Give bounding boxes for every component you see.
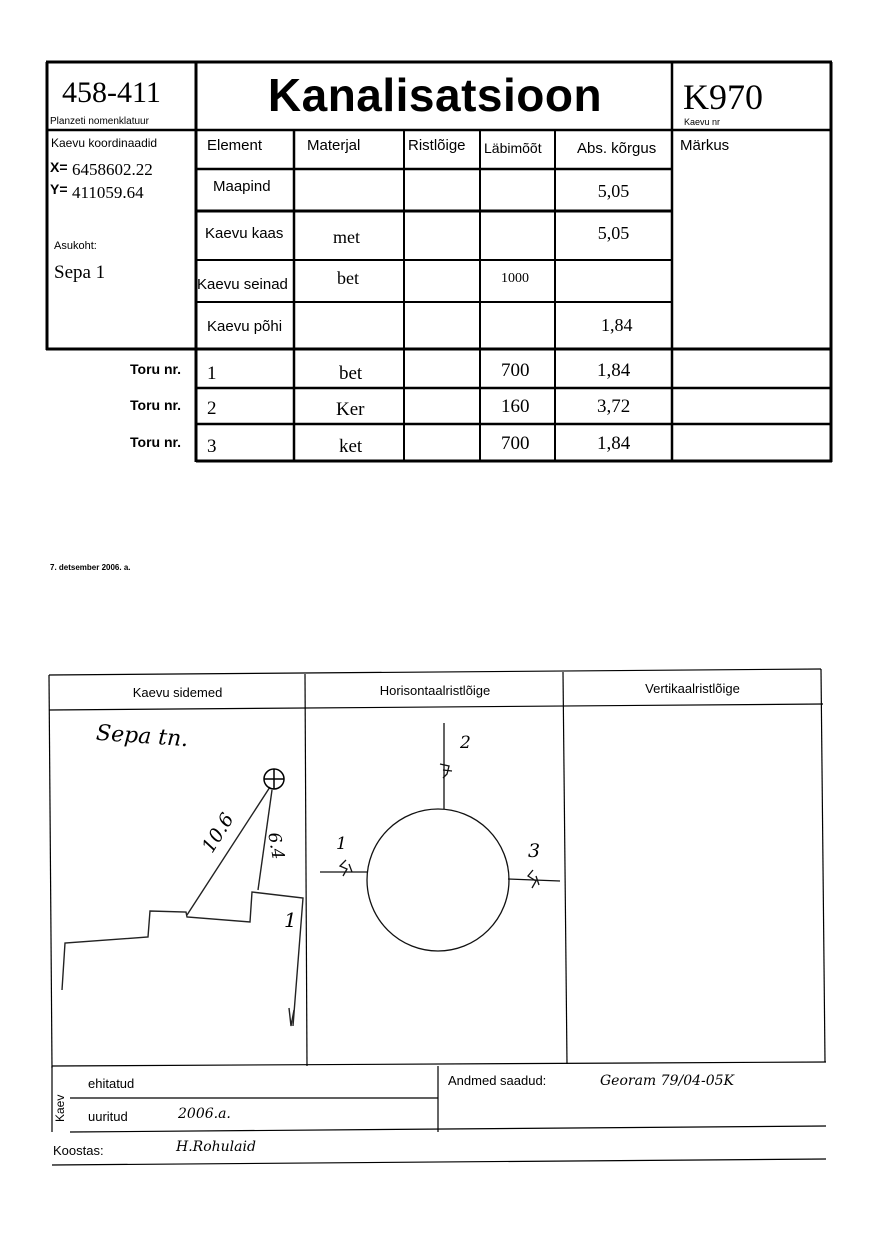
col-material: Materjal — [307, 137, 361, 154]
element-name: Kaevu kaas — [205, 225, 284, 242]
distance-lines — [187, 787, 272, 915]
sheet-label: Planzeti nomenklatuur — [50, 116, 149, 127]
page-title: Kanalisatsioon — [267, 69, 603, 121]
element-material: met — [333, 227, 360, 247]
element-name: Kaevu seinad — [197, 276, 288, 293]
pipe-number: 1 — [207, 363, 217, 384]
pipe-label: Toru nr. — [130, 397, 182, 413]
col-notes: Märkus — [680, 137, 730, 154]
pipe-number: 3 — [207, 436, 217, 457]
sheet-number: 458-411 — [62, 76, 161, 109]
pipe-label-sketch: 2 — [460, 733, 471, 753]
pipe-material: bet — [339, 363, 363, 384]
element-name: Kaevu põhi — [207, 318, 283, 335]
building-number: 1 — [284, 908, 297, 932]
document-date: 7. detsember 2006. a. — [50, 563, 131, 572]
pipe-label: Toru nr. — [130, 434, 182, 450]
data-source-label: Andmed saadud: — [448, 1073, 547, 1088]
pipe-label-sketch: 3 — [528, 840, 541, 862]
col-diameter: Läbimõõt — [484, 140, 542, 156]
pipe-elevation: 1,84 — [597, 360, 631, 381]
well-vertical-label: Kaev — [53, 1094, 67, 1122]
col-title-horizontal: Horisontaalristlõige — [379, 683, 491, 698]
well-number-label: Kaevu nr — [684, 117, 721, 127]
distance-label: 6.4 — [263, 830, 288, 862]
coordinates-label: Kaevu koordinaadid — [51, 136, 158, 150]
location-value: Sepa 1 — [54, 262, 106, 283]
pipe-material: ket — [339, 436, 363, 457]
element-elevation: 5,05 — [597, 223, 630, 243]
distance-label: 10.6 — [197, 809, 239, 857]
pipe-diameter: 700 — [501, 360, 530, 381]
x-coordinate: 6458602.22 — [72, 160, 153, 179]
col-cross-section: Ristlõige — [408, 137, 466, 154]
building-outline — [62, 892, 303, 1026]
built-label: ehitatud — [88, 1076, 135, 1091]
y-label: Y= — [50, 181, 68, 197]
element-diameter: 1000 — [501, 271, 529, 286]
data-source-value: Georam 79/04-05K — [600, 1073, 735, 1089]
pipe-elevation: 3,72 — [597, 396, 631, 417]
author-value: H.Rohulaid — [176, 1139, 256, 1155]
pipe-diameter: 700 — [501, 433, 530, 454]
surveyed-label: uuritud — [88, 1109, 128, 1124]
col-element: Element — [207, 137, 263, 154]
element-material: bet — [337, 268, 359, 288]
y-coordinate: 411059.64 — [72, 183, 144, 202]
col-title-connections: Kaevu sidemed — [132, 685, 223, 700]
well-number: K970 — [683, 77, 763, 117]
pipe-number: 2 — [207, 398, 217, 419]
surveyed-value: 2006.a. — [178, 1106, 231, 1122]
col-title-vertical: Vertikaalristlõige — [645, 681, 740, 696]
element-elevation: 5,05 — [597, 181, 630, 201]
x-label: X= — [50, 159, 68, 175]
pipe-diameter: 160 — [501, 396, 530, 417]
col-elevation: Abs. kõrgus — [577, 140, 657, 157]
well-marker — [264, 769, 284, 789]
pipe-label: Toru nr. — [130, 361, 182, 377]
pipe-label-sketch: 1 — [336, 834, 347, 854]
cross-section-circle — [320, 723, 560, 951]
element-name: Maapind — [213, 178, 271, 195]
element-elevation: 1,84 — [601, 315, 633, 335]
author-label: Koostas: — [53, 1143, 104, 1158]
pipe-material: Ker — [336, 399, 365, 420]
location-label: Asukoht: — [54, 240, 97, 252]
pipe-elevation: 1,84 — [597, 433, 631, 454]
street-note: Sepa tn. — [95, 720, 190, 753]
